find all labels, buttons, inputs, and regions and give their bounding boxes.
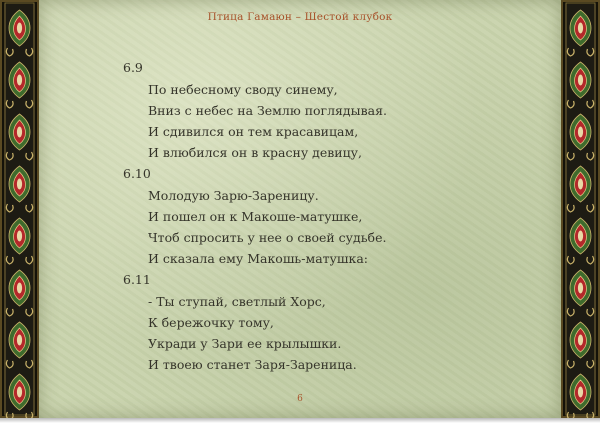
page-shadow [0,418,600,423]
page-header-title: Птица Гамаюн – Шестой клубок [207,11,393,23]
verse-number: 6.11 [123,272,151,287]
ornament-motif [567,10,593,56]
ornament-motif [567,270,593,316]
ornament-motif [6,322,32,368]
verse-line: И сдивился он тем красавицам, [148,124,359,139]
ornament-motif [6,374,32,418]
verse-line: И сказала ему Макошь-матушка: [148,251,369,266]
verse-number: 6.10 [123,166,151,181]
verse-line: И твоею станет Заря-Зареница. [148,357,357,372]
verse-container [123,58,543,376]
verse-line: И влюбился он в красну девицу, [148,145,362,160]
verse-line: К бережочку тому, [148,315,274,330]
verse-line: Вниз с небес на Землю поглядывая. [148,103,387,118]
right-ornamental-border [561,0,600,418]
verse-block [123,164,543,270]
verse-line: - Ты ступай, светлый Хорс, [148,294,326,309]
ornament-motif [567,62,593,108]
ornament-motif [6,114,32,160]
page [39,0,561,418]
left-ornamental-border [0,0,39,418]
verse-number: 6.9 [123,60,143,75]
verse-line: Чтоб спросить у нее о своей судьбе. [148,230,387,245]
ornament-motif [567,374,593,418]
ornament-motif [567,114,593,160]
ornament-motif [6,166,32,212]
verse-line: По небесному своду синему, [148,82,338,97]
ornament-motif [567,322,593,368]
ornament-motif [6,270,32,316]
ornament-pattern-right [561,0,600,418]
verse-line: И пошел он к Макоше-матушке, [148,209,363,224]
page-number: 6 [297,394,303,404]
ornament-motif [6,62,32,108]
ornament-motif [6,218,32,264]
verse-block [123,270,543,376]
ornament-motif [567,218,593,264]
ornament-pattern-left [0,0,39,418]
verse-line: Молодую Зарю-Зареницу. [148,188,319,203]
verse-line: Укради у Зари ее крылышки. [148,336,342,351]
ornament-motif [6,10,32,56]
ornament-motif [567,166,593,212]
verse-block [123,58,543,164]
